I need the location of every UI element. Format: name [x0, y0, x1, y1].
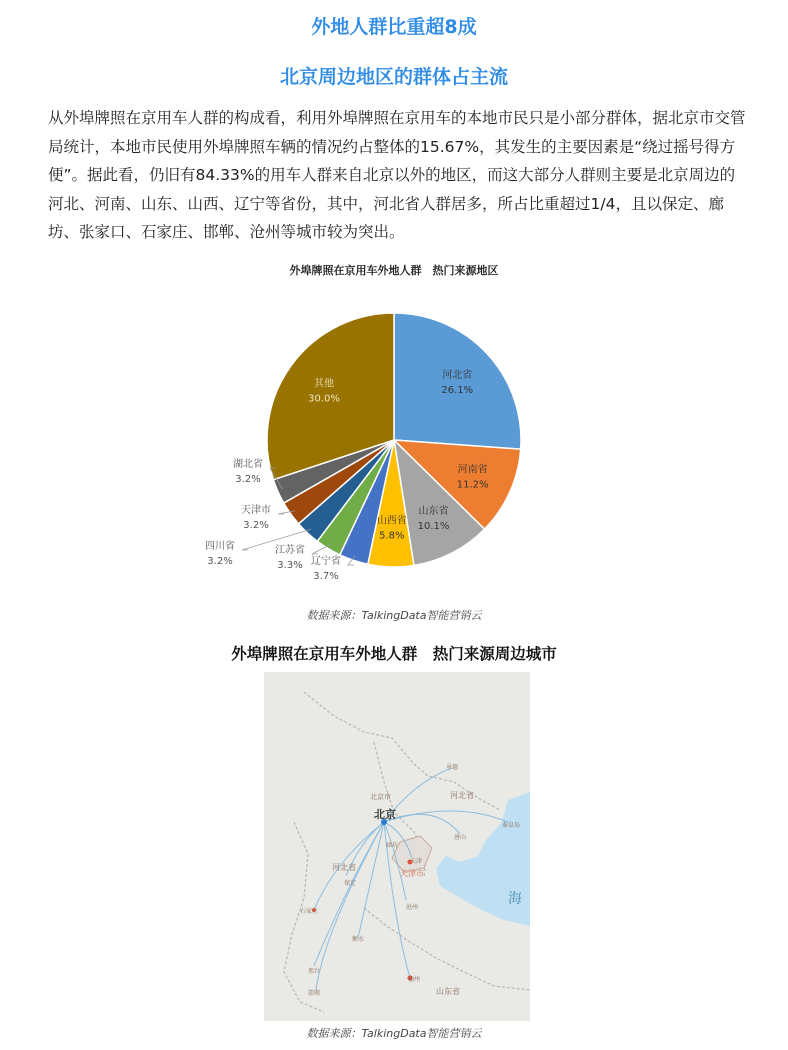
map-label-tangshan: 唐山 [454, 834, 467, 841]
chart-source-note: 数据来源：TalkingData智能营销云 [306, 609, 482, 622]
map-title: 外埠牌照在京用车外地人群 热门来源周边城市 [231, 645, 557, 663]
page-title: 外地人群比重超8成 [311, 16, 477, 38]
pie-slice-value: 3.2% [235, 474, 261, 485]
pie-slice-label: 辽宁省 [311, 556, 341, 567]
map-label-hengshui: 衡水 [352, 936, 365, 943]
pie-slice-value: 5.8% [379, 530, 405, 542]
pie-slice-value: 10.1% [417, 520, 450, 532]
pie-slice-value: 3.7% [313, 571, 339, 582]
map-label-hebei-ne: 河北省 [450, 791, 474, 800]
pie-slice-label: 天津市 [241, 505, 271, 516]
map-label-sea: 海 [508, 891, 522, 907]
pie-slice-value: 3.3% [277, 560, 303, 571]
map-label-tianjin-small: 天津 [410, 858, 423, 865]
pie-slice-label: 山西省 [376, 515, 407, 527]
pie-slice-label: 湖北省 [233, 459, 263, 470]
map-label-beijing-small: 北京市 [370, 793, 391, 801]
map-label-cangzhou: 沧州 [406, 904, 419, 911]
pie-slice-label: 山东省 [418, 505, 449, 517]
pie-slice-label: 江苏省 [275, 545, 305, 556]
map-label-tianjin: 天津市 [400, 869, 424, 878]
pie-slice-value: 3.2% [243, 520, 269, 531]
pie-slice-label: 其他 [314, 378, 335, 390]
map-label-handan: 邯郸 [308, 990, 321, 997]
map-label-hebei-w: 河北省 [332, 863, 356, 872]
pie-slice-value: 11.2% [456, 479, 489, 491]
page-subtitle: 北京周边地区的群体占主流 [279, 66, 508, 88]
map-label-qinhuangdao: 秦皇岛 [502, 822, 521, 829]
pie-slice-label: 河北省 [442, 370, 473, 382]
map-label-xingtai: 邢台 [308, 968, 321, 975]
map-label-beijing: 北京 [374, 808, 396, 821]
map-label-baoding: 保定 [344, 880, 357, 887]
pie-slice-value: 26.1% [441, 385, 474, 397]
pie-chart-title: 外埠牌照在京用车外地人群 热门来源地区 [289, 264, 499, 277]
source-cities-map [264, 672, 530, 1021]
pie-slice-value: 30.0% [308, 393, 340, 405]
map-label-dezhou: 德州 [408, 976, 421, 983]
map-label-shijiazhuang: 石家庄 [300, 908, 319, 915]
pie-slice-label: 四川省 [205, 541, 235, 552]
map-source-note: 数据来源：TalkingData智能营销云 [306, 1027, 482, 1040]
body-paragraph: 从外埠牌照在京用车人群的构成看，利用外埠牌照在京用车的本地市民只是小部分群体，据北京市交管局统计，本地市民使用外埠牌照车辆的情况约占整体的15.67%，其发生的主要因素是“绕过摇号得方便”。据此看，仍旧有84.33%的用车人群来自北京以外的地区，而这大部分人群则主要是北京周边的河北、河南、山东、山西、辽宁等省份，其中，河北省人群居多，所占比重超过1/4，且以保定、廊坊、张家口、石家庄、邯郸、沧州等城市较为突出。 [48, 109, 746, 241]
map-label-shandong: 山东省 [436, 987, 460, 996]
pie-slice-label: 河南省 [457, 464, 488, 476]
map-label-chengde: 承德 [446, 764, 459, 771]
pie-chart [180, 290, 610, 600]
map-label-langfang: 廊坊 [386, 842, 399, 849]
pie-slice-value: 3.2% [207, 556, 233, 567]
